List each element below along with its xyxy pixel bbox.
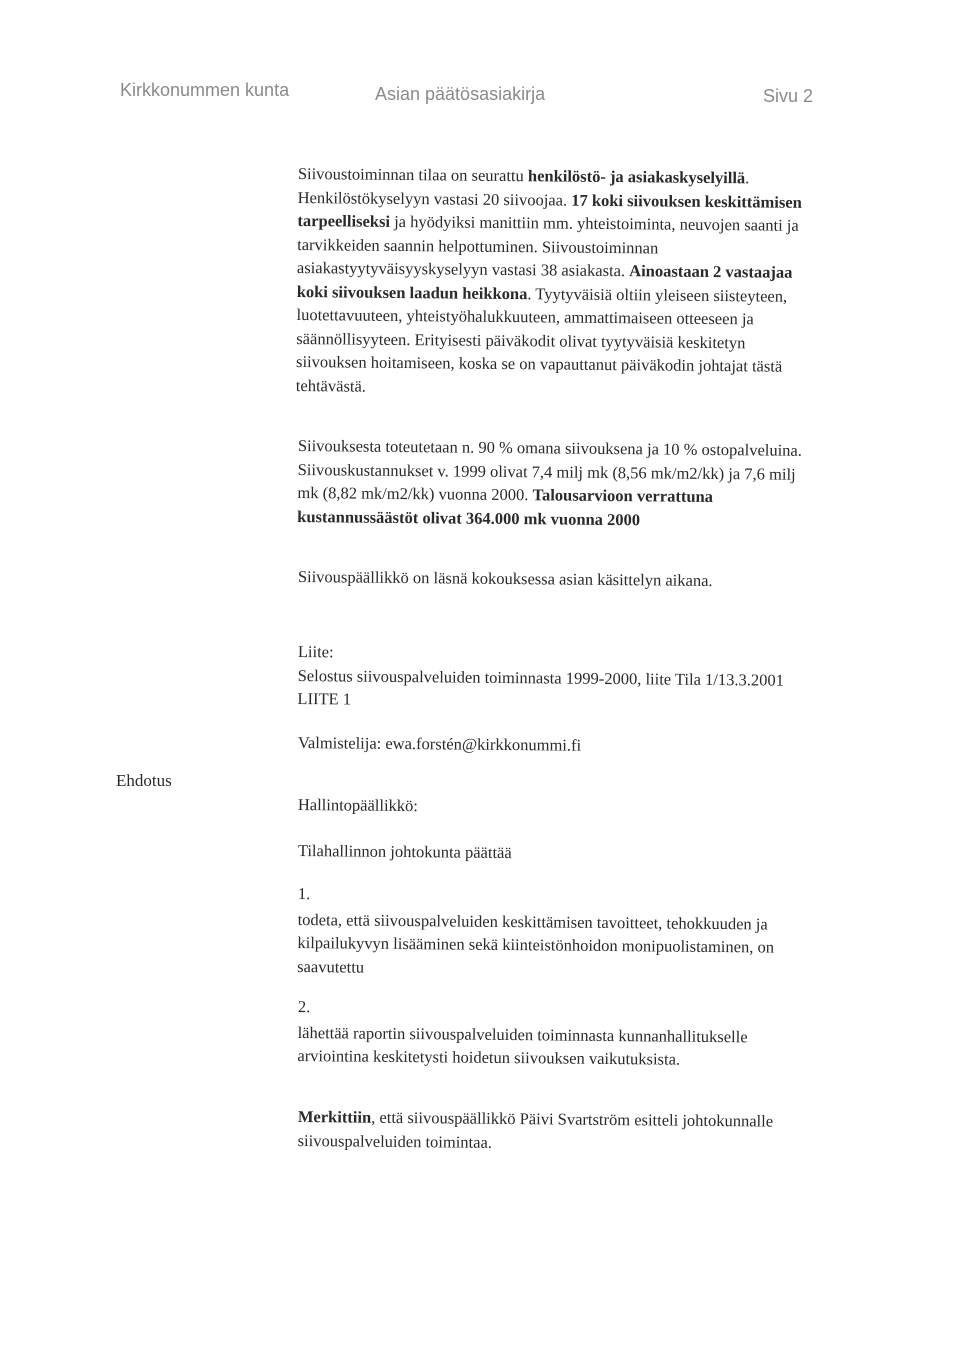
survey-text: ja hyödyiksi manittiin mm. yhteistoiminta, neuvojen saanti ja tarvikkeiden saannin helpottuminen. Siivoustoiminnan asiakastyytyväisyyskyselyyn vastasi 38 asiakasta. <box>296 211 799 281</box>
attachment-text: Selostus siivouspalveluiden toiminnasta 1999-2000, liite Tila 1/13.3.2001 LIITE 1 <box>297 665 785 709</box>
decision-item-1 <box>297 882 818 983</box>
survey-text: Henkilöstökyselyyn vastasi 20 siivoojaa. <box>297 187 572 210</box>
presence-text: Siivouspäällikkö on läsnä kokouksessa asian käsittelyn aikana. <box>297 566 713 590</box>
note-text: , että siivouspäällikkö Päivi Svartström esitteli johtokunnalle siivouspalveluiden toimintaa. <box>297 1107 774 1152</box>
item-text: lähettää raportin siivouspalveluiden toiminnasta kunnanhallitukselle arviointina keskitetysti hoidetun siivouksen vaikutuksista. <box>297 1022 748 1069</box>
survey-emphasis: Ainoastaan 2 vastaajaa koki siivouksen laadun heikkona <box>296 261 793 303</box>
survey-paragraph <box>296 162 818 402</box>
decision-item-2 <box>297 995 818 1072</box>
document-type: Asian päätösasiakirja <box>375 84 546 104</box>
board-decision <box>298 839 818 867</box>
survey-text: Siivoustoiminnan tilaa on seurattu <box>297 163 529 186</box>
proposal-by-text: Hallintopäällikkö: <box>297 794 419 816</box>
page-header <box>0 80 960 110</box>
costs-paragraph <box>297 434 818 533</box>
survey-emphasis: 17 koki siivouksen keskittämisen tarpeelliseksi <box>297 190 802 231</box>
preparer-line <box>298 731 818 759</box>
survey-text: . Tyytyväisiä oltiin yleiseen siisteyteen, luotettavuuteen, yhteistyöhalukkuuteen, ammattimaiseen otteeseen ja säännöllisyyteen. Erityisesti päiväkodit olivat tyytyväisiä keskitetyn siivouksen hoitamiseen, koska se on vapauttanut päiväkodin johtajat tästä tehtävästä. <box>295 283 788 396</box>
item-text: todeta, että siivouspalveluiden keskittämisen tavoitteet, tehokkuuden ja kilpailukyvyn lisääminen sekä kiinteistönhoidon monipuolistaminen, on saavutettu <box>297 909 775 977</box>
survey-text: . <box>745 168 750 188</box>
item-number: 2. <box>297 996 311 1017</box>
attachment-block <box>297 640 818 715</box>
presence-paragraph <box>298 565 818 593</box>
proposal-by <box>298 793 818 821</box>
note-paragraph <box>298 1105 818 1157</box>
attachment-label: Liite: <box>297 641 334 662</box>
organization-name: Kirkkonummen kunta <box>120 80 290 100</box>
costs-text: Siivouksesta toteutetaan n. 90 % omana siivouksena ja 10 % ostopalveluina. Siivouskustannukset v. 1999 olivat 7,4 milj mk (8,56 mk/m2/kk) ja 7,6 milj mk (8,82 mk/m2/kk) vuonna 2000. <box>297 435 803 505</box>
item-number: 1. <box>297 883 311 904</box>
costs-emphasis: Talousarvioon verrattuna kustannussäästöt olivat 364.000 mk vuonna 2000 <box>297 485 714 529</box>
survey-emphasis: henkilöstö- ja asiakaskyselyillä <box>527 166 746 188</box>
note-emphasis: Merkittiin <box>297 1106 372 1127</box>
page-number: Sivu 2 <box>763 86 814 106</box>
board-decision-text: Tilahallinnon johtokunta päättää <box>297 840 512 863</box>
preparer-text: Valmistelija: ewa.forstén@kirkkonummi.fi <box>297 732 582 755</box>
proposal-side-label: Ehdotus <box>116 771 172 790</box>
